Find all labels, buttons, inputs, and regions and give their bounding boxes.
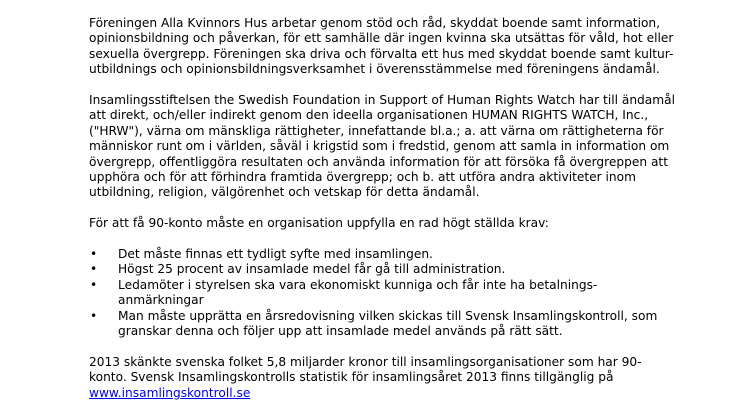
closing-text: 2013 skänkte svenska folket 5,8 miljarder kronor till insamlingsorganisationer som har 90-konto. Svensk Insamlingskontrolls statistik för insamlingsåret 2013 finns tillgänglig på <box>89 354 642 385</box>
paragraph-alla-kvinnors-hus: Föreningen Alla Kvinnors Hus arbetar genom stöd och råd, skyddat boende samt information, opinionsbildning och påverkan, för ett samhälle där ingen kvinna ska utsättas för våld, hot eller sexuella övergrepp. Föreningen ska driva och förvalta ett hus med skyddat boende samt kultur- utbildnings och opinionsbildningsverksamhet i överensstämmelse med föreningens ändamål. <box>89 16 674 77</box>
list-item <box>89 247 679 262</box>
list-item-text: Man måste upprätta en årsredovisning vilken skickas till Svensk Insamlingskontroll, som granskar denna och följer upp att insamlade medel används på rätt sätt. <box>118 308 658 339</box>
bullet-icon: • <box>90 247 98 262</box>
paragraph-human-rights-watch: Insamlingsstiftelsen the Swedish Foundation in Support of Human Rights Watch har till ändamål att direkt, och/eller indirekt genom den ideella organisationen HUMAN RIGHTS WATCH, Inc.,("HRW"), värna om mänskliga rättigheter, innefattande bl.a.; a. att värna om rättigheterna för människor runt om i världen, såväl i krigstid som i fredstid, genom att samla in information om övergrepp, offentliggöra resultaten och använda information för att försöka få övergreppen att upphöra och för att förhindra framtida övergrepp; och b. att utföra andra aktiviteter inom utbildning, religion, välgörenhet och vetskap för detta ändamål. <box>89 93 675 200</box>
list-item-text: Högst 25 procent av insamlade medel får gå till administration. <box>118 262 506 277</box>
bullet-icon: • <box>90 262 98 277</box>
list-item <box>89 278 679 309</box>
bullet-icon: • <box>90 277 98 292</box>
list-item <box>89 262 679 277</box>
requirements-list <box>89 247 679 339</box>
paragraph-closing <box>89 355 679 401</box>
list-item-text: Ledamöter i styrelsen ska vara ekonomiskt kunniga och får inte ha betalnings-anmärkningar <box>118 277 598 308</box>
list-item-text: Det måste finnas ett tydligt syfte med insamlingen. <box>118 247 433 262</box>
bullet-icon: • <box>90 308 98 323</box>
document-page <box>89 16 679 416</box>
list-item <box>89 309 679 340</box>
paragraph-90-konto-intro: För att få 90-konto måste en organisation uppfylla en rad högt ställda krav: <box>89 216 549 231</box>
insamlingskontroll-link[interactable]: www.insamlingskontroll.se <box>89 385 251 400</box>
